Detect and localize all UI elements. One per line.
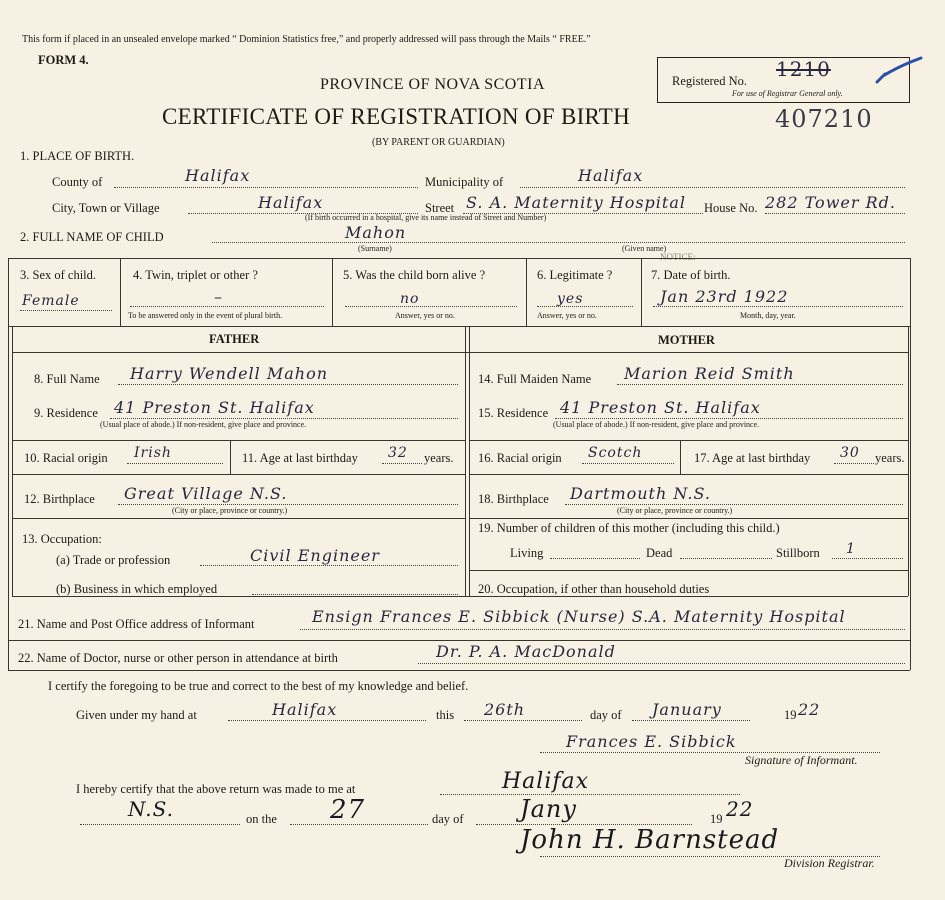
mother-birthplace-note: (City or place, province or country.) bbox=[617, 506, 733, 515]
given-month: January bbox=[652, 700, 722, 719]
father-residence-note: (Usual place of abode.) If non-resident, give place and province. bbox=[100, 420, 307, 429]
mother-racial-value: Scotch bbox=[588, 445, 643, 461]
mail-notice: This form if placed in an unsealed envelope marked “ Dominion Statistics free,” and properly addressed will pass through the Mails “ FREE.” bbox=[22, 34, 591, 45]
registrar-month: Jany bbox=[520, 795, 577, 823]
page-title: CERTIFICATE OF REGISTRATION OF BIRTH bbox=[162, 104, 631, 129]
stillborn-label: Stillborn bbox=[776, 546, 820, 560]
registrar-year-prefix: 19 bbox=[710, 812, 723, 826]
mother-racial-label: 16. Racial origin bbox=[478, 451, 562, 465]
mother-name-label: 14. Full Maiden Name bbox=[478, 372, 592, 386]
surname-caption: (Surname) bbox=[358, 244, 392, 253]
mother-occupation-label: 20. Occupation, if other than household duties bbox=[478, 582, 710, 596]
trade-value: Civil Engineer bbox=[250, 546, 380, 565]
registrar-text: I hereby certify that the above return was made to me at bbox=[76, 782, 356, 796]
twin-note: To be answered only in the event of plural birth. bbox=[128, 311, 283, 320]
place-of-birth-label: 1. PLACE OF BIRTH. bbox=[20, 149, 135, 163]
registrar-year: 22 bbox=[726, 797, 754, 821]
father-name-value: Harry Wendell Mahon bbox=[130, 364, 329, 383]
given-day: 26th bbox=[484, 700, 526, 719]
informant-label: 21. Name and Post Office address of Informant bbox=[18, 617, 255, 631]
stillborn-value: 1 bbox=[846, 541, 856, 557]
father-racial-value: Irish bbox=[134, 445, 172, 461]
dead-label: Dead bbox=[646, 546, 673, 560]
given-place: Halifax bbox=[272, 700, 338, 719]
child-surname-value: Mahon bbox=[345, 223, 407, 242]
doctor-value: Dr. P. A. MacDonald bbox=[436, 642, 616, 661]
street-label: Street bbox=[425, 201, 455, 215]
registered-label: Registered No. bbox=[672, 74, 747, 88]
city-value: Halifax bbox=[258, 193, 324, 212]
informant-value: Ensign Frances E. Sibbick (Nurse) S.A. Maternity Hospital bbox=[312, 607, 846, 626]
registered-number: 1210 bbox=[776, 57, 831, 81]
form-number: FORM 4. bbox=[38, 53, 89, 67]
mother-age-value: 30 bbox=[840, 445, 860, 461]
municipality-value: Halifax bbox=[578, 166, 644, 185]
blue-check-icon bbox=[875, 56, 925, 89]
house-value: 282 Tower Rd. bbox=[765, 193, 896, 212]
registrar-signature: John H. Barnstead bbox=[520, 825, 780, 855]
given-name-caption: (Given name) bbox=[622, 244, 667, 253]
father-birthplace-value: Great Village N.S. bbox=[124, 484, 288, 503]
father-racial-label: 10. Racial origin bbox=[24, 451, 108, 465]
on-the-label: on the bbox=[246, 812, 277, 826]
father-age-label: 11. Age at last birthday bbox=[242, 451, 358, 465]
province-heading: PROVINCE OF NOVA SCOTIA bbox=[320, 76, 546, 93]
signature-caption: Signature of Informant. bbox=[745, 753, 858, 767]
legitimate-note: Answer, yes or no. bbox=[537, 311, 597, 320]
father-occupation-label: 13. Occupation: bbox=[22, 532, 102, 546]
sex-label: 3. Sex of child. bbox=[20, 268, 97, 282]
business-label: (b) Business in which employed bbox=[56, 582, 218, 596]
given-label: Given under my hand at bbox=[76, 708, 197, 722]
living-label: Living bbox=[510, 546, 544, 560]
hospital-note: (If birth occurred in a hospital, give its name instead of Street and Number) bbox=[305, 213, 547, 222]
father-age-value: 32 bbox=[388, 445, 408, 461]
registrar-place: Halifax bbox=[502, 769, 590, 794]
mother-birthplace-label: 18. Birthplace bbox=[478, 492, 549, 506]
trade-label: (a) Trade or profession bbox=[56, 553, 171, 567]
father-birthplace-note: (City or place, province or country.) bbox=[172, 506, 288, 515]
county-label: County of bbox=[52, 175, 103, 189]
given-year: 22 bbox=[798, 700, 821, 719]
mother-age-unit: years. bbox=[875, 451, 905, 465]
notice-label: NOTICE: bbox=[660, 252, 696, 262]
sex-value: Female bbox=[22, 293, 80, 309]
father-birthplace-label: 12. Birthplace bbox=[24, 492, 95, 506]
father-heading: FATHER bbox=[209, 332, 260, 346]
date-note: Month, day, year. bbox=[740, 311, 796, 320]
registrar-general-note: For use of Registrar General only. bbox=[732, 89, 843, 98]
registrar-caption: Division Registrar. bbox=[784, 856, 875, 870]
children-count-label: 19. Number of children of this mother (including this child.) bbox=[478, 521, 780, 535]
page-subtitle: (BY PARENT OR GUARDIAN) bbox=[372, 137, 505, 148]
child-name-label: 2. FULL NAME OF CHILD bbox=[20, 230, 164, 244]
mother-residence-note: (Usual place of abode.) If non-resident, give place and province. bbox=[553, 420, 760, 429]
city-label: City, Town or Village bbox=[52, 201, 160, 215]
legitimate-label: 6. Legitimate ? bbox=[537, 268, 613, 282]
alive-label: 5. Was the child born alive ? bbox=[343, 268, 486, 282]
registrar-day-of-label: day of bbox=[432, 812, 464, 826]
registrar-extra: N.S. bbox=[128, 797, 174, 821]
father-name-label: 8. Full Name bbox=[34, 372, 100, 386]
handwritten-number: 407210 bbox=[775, 105, 873, 133]
mother-name-value: Marion Reid Smith bbox=[624, 364, 795, 383]
alive-note: Answer, yes or no. bbox=[395, 311, 455, 320]
alive-value: no bbox=[400, 291, 420, 307]
year-prefix: 19 bbox=[784, 708, 797, 722]
date-of-birth-label: 7. Date of birth. bbox=[651, 268, 731, 282]
date-of-birth-value: Jan 23rd 1922 bbox=[660, 287, 789, 306]
mother-age-label: 17. Age at last birthday bbox=[694, 451, 811, 465]
this-label: this bbox=[436, 708, 455, 722]
house-label: House No. bbox=[704, 201, 758, 215]
doctor-label: 22. Name of Doctor, nurse or other person in attendance at birth bbox=[18, 651, 338, 665]
municipality-label: Municipality of bbox=[425, 175, 504, 189]
registrar-day: 27 bbox=[330, 795, 366, 825]
father-residence-value: 41 Preston St. Halifax bbox=[114, 398, 315, 417]
street-value: S. A. Maternity Hospital bbox=[466, 193, 686, 212]
mother-birthplace-value: Dartmouth N.S. bbox=[570, 484, 711, 503]
mother-heading: MOTHER bbox=[658, 333, 715, 347]
twin-label: 4. Twin, triplet or other ? bbox=[133, 268, 258, 282]
mother-residence-value: 41 Preston St. Halifax bbox=[560, 398, 761, 417]
twin-value: – bbox=[214, 287, 223, 306]
county-value: Halifax bbox=[185, 166, 251, 185]
father-age-unit: years. bbox=[424, 451, 454, 465]
day-of-label: day of bbox=[590, 708, 622, 722]
informant-signature: Frances E. Sibbick bbox=[566, 732, 737, 751]
father-residence-label: 9. Residence bbox=[34, 406, 98, 420]
mother-residence-label: 15. Residence bbox=[478, 406, 549, 420]
certify-text: I certify the foregoing to be true and correct to the best of my knowledge and belief. bbox=[48, 679, 469, 693]
legitimate-value: yes bbox=[557, 291, 584, 307]
